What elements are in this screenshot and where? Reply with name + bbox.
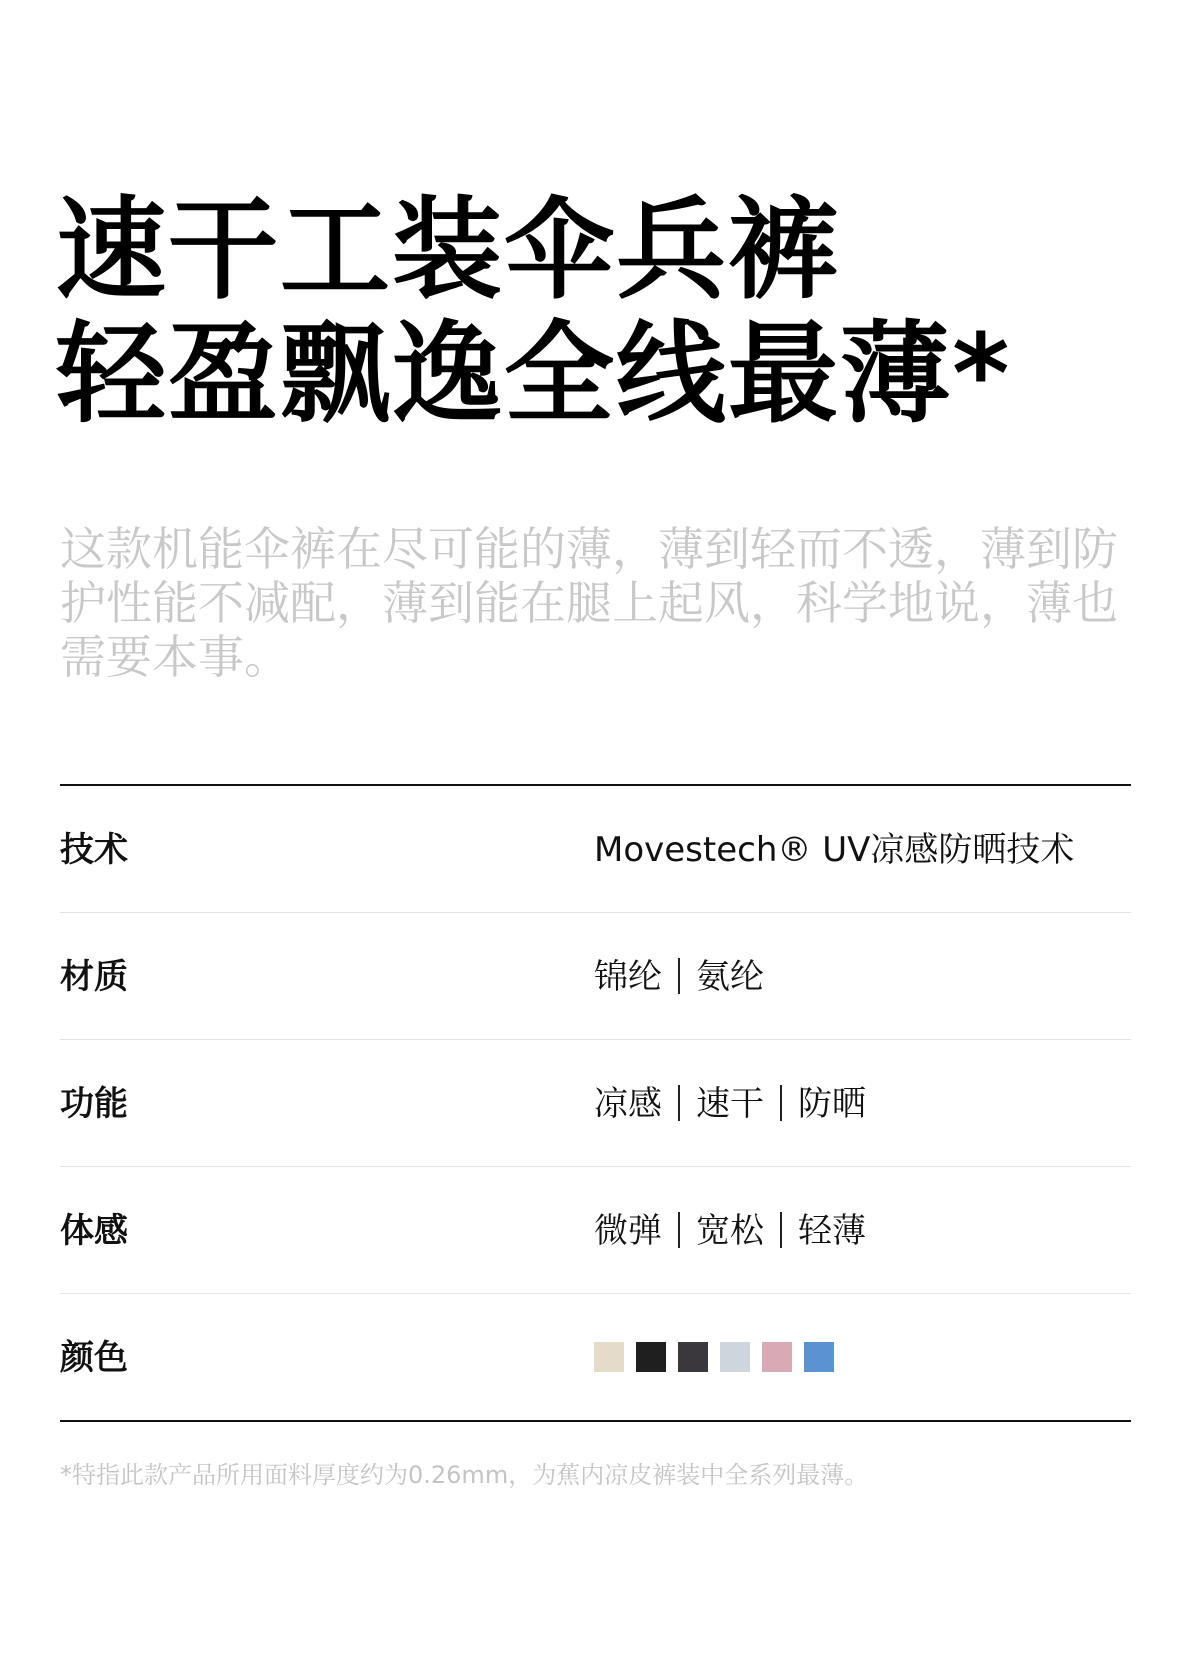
spec-label-function: 功能 [60, 1084, 128, 1124]
spec-row-color [60, 1294, 1131, 1420]
separator [780, 1212, 782, 1248]
separator [678, 1212, 680, 1248]
color-swatch[interactable] [594, 1342, 624, 1372]
color-swatch[interactable] [636, 1342, 666, 1372]
color-swatches [594, 1342, 834, 1372]
spec-item: 微弹 [594, 1211, 662, 1251]
title-line-2: 轻盈飘逸全线最薄* [56, 310, 1012, 438]
spec-row-feel [60, 1167, 1131, 1294]
color-swatch[interactable] [678, 1342, 708, 1372]
spec-item: 防晒 [798, 1084, 866, 1124]
spec-label-tech: 技术 [60, 830, 128, 870]
separator [780, 1085, 782, 1121]
spec-item: 氨纶 [696, 957, 764, 997]
spec-value-material [594, 957, 764, 997]
spec-value-feel [594, 1211, 866, 1251]
spec-value-tech: Movestech® UV凉感防晒技术 [594, 830, 1075, 870]
color-swatch[interactable] [804, 1342, 834, 1372]
title-line-1: 速干工装伞兵裤 [56, 186, 840, 314]
spec-item: 宽松 [696, 1211, 764, 1251]
spec-item: 速干 [696, 1084, 764, 1124]
spec-row-tech [60, 786, 1131, 913]
separator [678, 1085, 680, 1121]
spec-label-color: 颜色 [60, 1338, 128, 1378]
spec-label-feel: 体感 [60, 1211, 128, 1251]
spec-row-function [60, 1040, 1131, 1167]
spec-value-function [594, 1084, 866, 1124]
color-swatch[interactable] [720, 1342, 750, 1372]
spec-label-material: 材质 [60, 957, 128, 997]
separator [678, 958, 680, 994]
page-title [56, 188, 1012, 436]
intro-paragraph: 这款机能伞裤在尽可能的薄，薄到轻而不透，薄到防护性能不减配，薄到能在腿上起风，科学地说，薄也需要本事。 [60, 522, 1118, 684]
spec-item: 轻薄 [798, 1211, 866, 1251]
spec-row-material [60, 913, 1131, 1040]
footnote: *特指此款产品所用面料厚度约为0.26mm，为蕉内凉皮裤装中全系列最薄。 [60, 1461, 869, 1489]
spec-table [60, 784, 1131, 1422]
color-swatch[interactable] [762, 1342, 792, 1372]
spec-item: 锦纶 [594, 957, 662, 997]
spec-item: 凉感 [594, 1084, 662, 1124]
